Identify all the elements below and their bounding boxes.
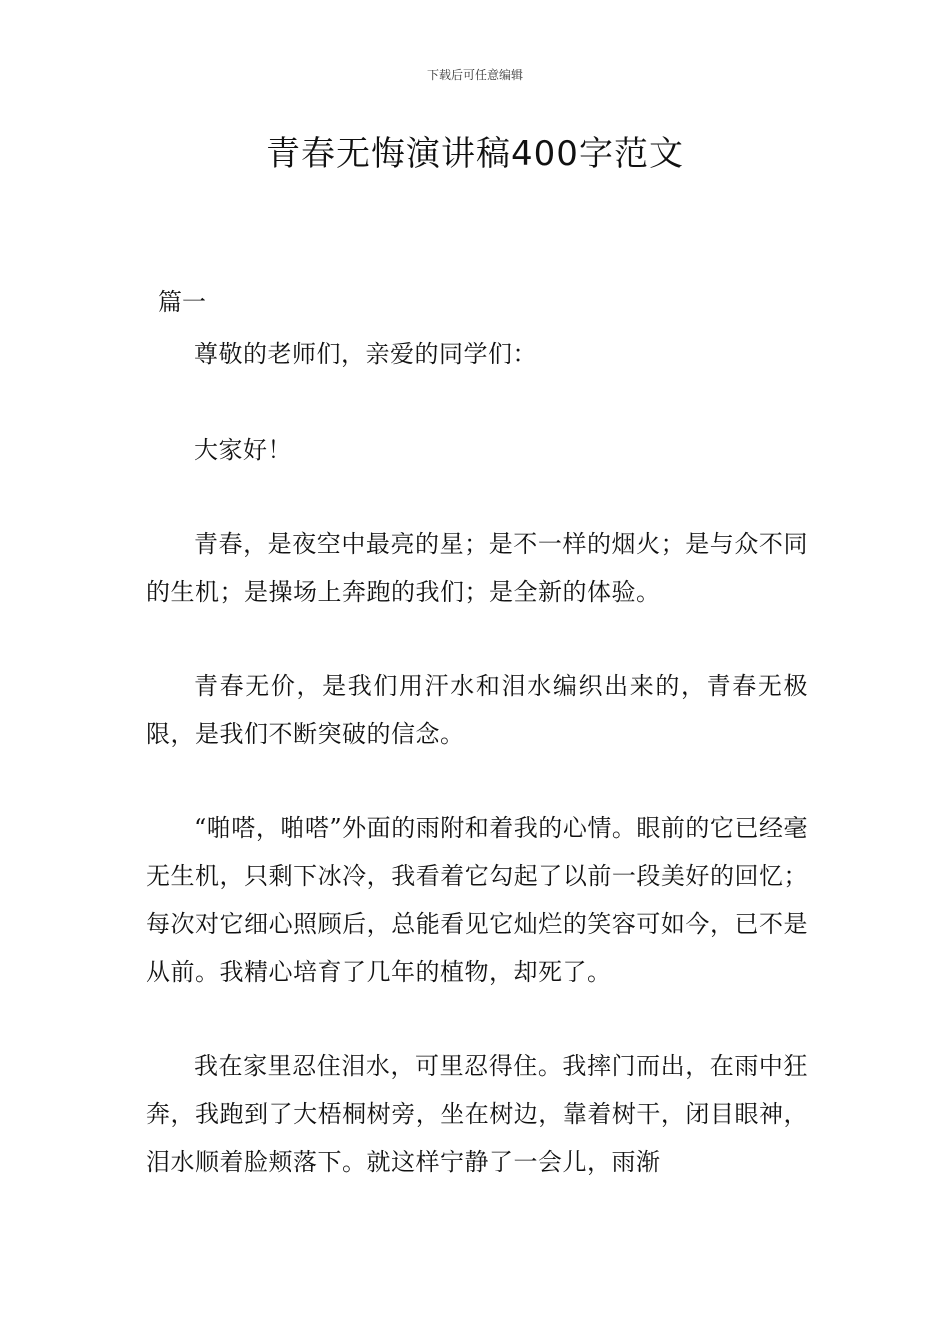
paragraph-greeting: 大家好！ bbox=[194, 436, 292, 464]
section-label: 篇一 bbox=[158, 288, 206, 316]
document-title: 青春无悔演讲稿400字范文 bbox=[266, 134, 684, 174]
paragraph-1: 青春，是夜空中最亮的星；是不一样的烟火；是与众不同的生机；是操场上奔跑的我们；是全新的体验。 bbox=[146, 530, 808, 606]
paragraph-salutation: 尊敬的老师们，亲爱的同学们： bbox=[194, 340, 537, 368]
header-note: 下载后可任意编辑 bbox=[426, 68, 523, 82]
paragraph-4: 我在家里忍住泪水，可里忍得住。我摔门而出，在雨中狂奔，我跑到了大梧桐树旁，坐在树边，靠着树干，闭目眼神，泪水顺着脸颊落下。就这样宁静了一会儿，雨渐 bbox=[146, 1052, 808, 1176]
paragraph-3: “啪嗒，啪嗒”外面的雨附和着我的心情。眼前的它已经毫无生机，只剩下冰冷，我看着它勾起了以前一段美好的回忆；每次对它细心照顾后，总能看见它灿烂的笑容可如今，已不是从前。我精心培育了几年的植物，却死了。 bbox=[146, 814, 808, 986]
document-body bbox=[146, 282, 808, 1232]
paragraph-2: 青春无价，是我们用汗水和泪水编织出来的，青春无极限，是我们不断突破的信念。 bbox=[146, 672, 808, 748]
